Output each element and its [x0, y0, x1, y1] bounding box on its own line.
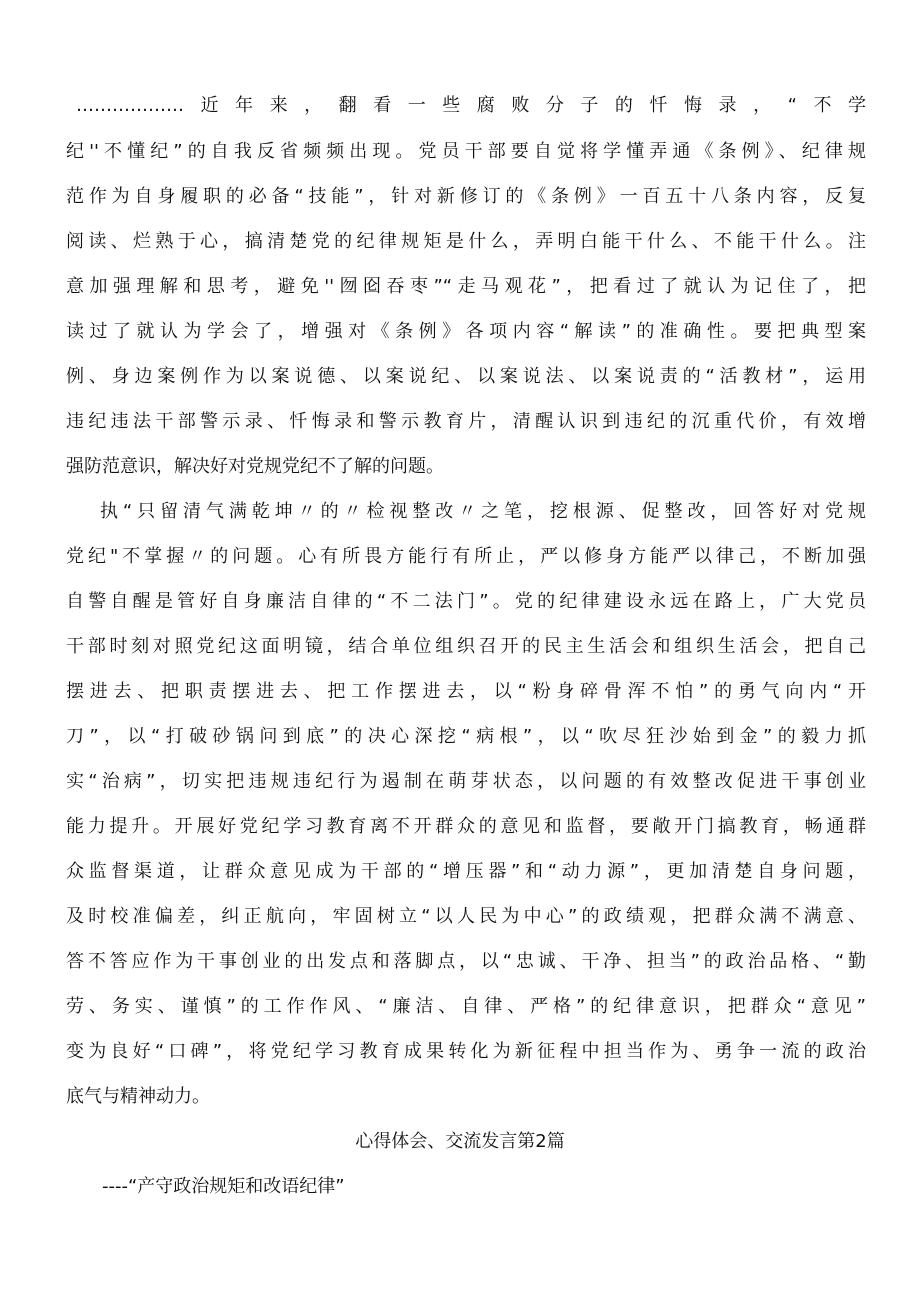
- paragraph-2-line-14: 底气与精神动力。: [66, 1086, 210, 1107]
- paragraph-1-line-8: 违纪违法干部警示录、忏悔录和警示教育片，清醒认识到违纪的沉重代价，有效增: [66, 411, 866, 432]
- paragraph-2-line-2: 党纪"不掌握〃的问题。心有所畏方能行有所止，严以修身方能严以律己，不断加强: [66, 546, 866, 567]
- section-subtitle: ----“产守政治规矩和改语纪律”: [102, 1176, 345, 1197]
- paragraph-1-line-2: 纪''不懂纪”的自我反省频频出现。党员干部要自觉将学懂弄通《条例》、纪律规: [66, 141, 866, 162]
- paragraph-2-line-3: 自警自醒是管好自身廉洁自律的“不二法门”。党的纪律建设永远在路上，广大党员: [66, 591, 866, 612]
- paragraph-2-line-11: 答不答应作为干事创业的出发点和落脚点，以“忠诚、干净、担当”的政治品格、“勤: [66, 951, 866, 972]
- paragraph-2-line-1: 执“只留清气满乾坤〃的〃检视整改〃之笔，挖根源、促整改，回答好对党规: [100, 501, 866, 522]
- paragraph-1-line-3: 范作为自身履职的必备“技能”，针对新修订的《条例》一百五十八条内容，反复: [66, 186, 866, 207]
- paragraph-1-line-4: 阅读、烂熟于心，搞清楚党的纪律规矩是什么，弄明白能干什么、不能干什么。注: [66, 231, 866, 252]
- paragraph-1-line-6: 读过了就认为学会了，增强对《条例》各项内容“解读”的准确性。要把典型案: [66, 321, 866, 342]
- paragraph-2-line-13: 变为良好“口碑”，将党纪学习教育成果转化为新征程中担当作为、勇争一流的政治: [66, 1041, 866, 1062]
- paragraph-1-line-9: 强防范意识，解决好对党规党纪不了解的问题。: [66, 456, 444, 477]
- paragraph-2-line-6: 刀”，以“打破砂锅问到底”的决心深挖“病根”，以“吹尽狂沙始到金”的毅力抓: [66, 726, 866, 747]
- paragraph-2-line-10: 及时校准偏差，纠正航向，牢固树立“以人民为中心”的政绩观，把群众满不满意、: [66, 906, 866, 927]
- paragraph-1-line-5: 意加强理解和思考，避免''囫囵吞枣”“走马观花”，把看过了就认为记住了，把: [66, 276, 866, 297]
- paragraph-2-line-4: 干部时刻对照党纪这面明镜，结合单位组织召开的民主生活会和组织生活会，把自己: [66, 636, 866, 657]
- paragraph-1-line-1: ………………近年来，翻看一些腐败分子的忏悔录，“不学: [76, 95, 866, 116]
- section-title: 心得体会、交流发言第2篇: [355, 1131, 565, 1152]
- paragraph-2-line-7: 实“治病”，切实把违规违纪行为遏制在萌芽状态，以问题的有效整改促进干事创业: [66, 771, 866, 792]
- paragraph-2-line-12: 劳、务实、谨慎”的工作作风、“廉洁、自律、严格”的纪律意识，把群众“意见”: [66, 996, 866, 1017]
- paragraph-2-line-8: 能力提升。开展好党纪学习教育离不开群众的意见和监督，要敞开门搞教育，畅通群: [66, 816, 866, 837]
- paragraph-2-line-9: 众监督渠道，让群众意见成为干部的“增压器”和“动力源”，更加清楚自身问题，: [66, 861, 866, 882]
- paragraph-1-line-7: 例、身边案例作为以案说德、以案说纪、以案说法、以案说责的“活教材”，运用: [66, 366, 866, 387]
- paragraph-2-line-5: 摆进去、把职责摆进去、把工作摆进去，以“粉身碎骨浑不怕”的勇气向内“开: [66, 681, 866, 702]
